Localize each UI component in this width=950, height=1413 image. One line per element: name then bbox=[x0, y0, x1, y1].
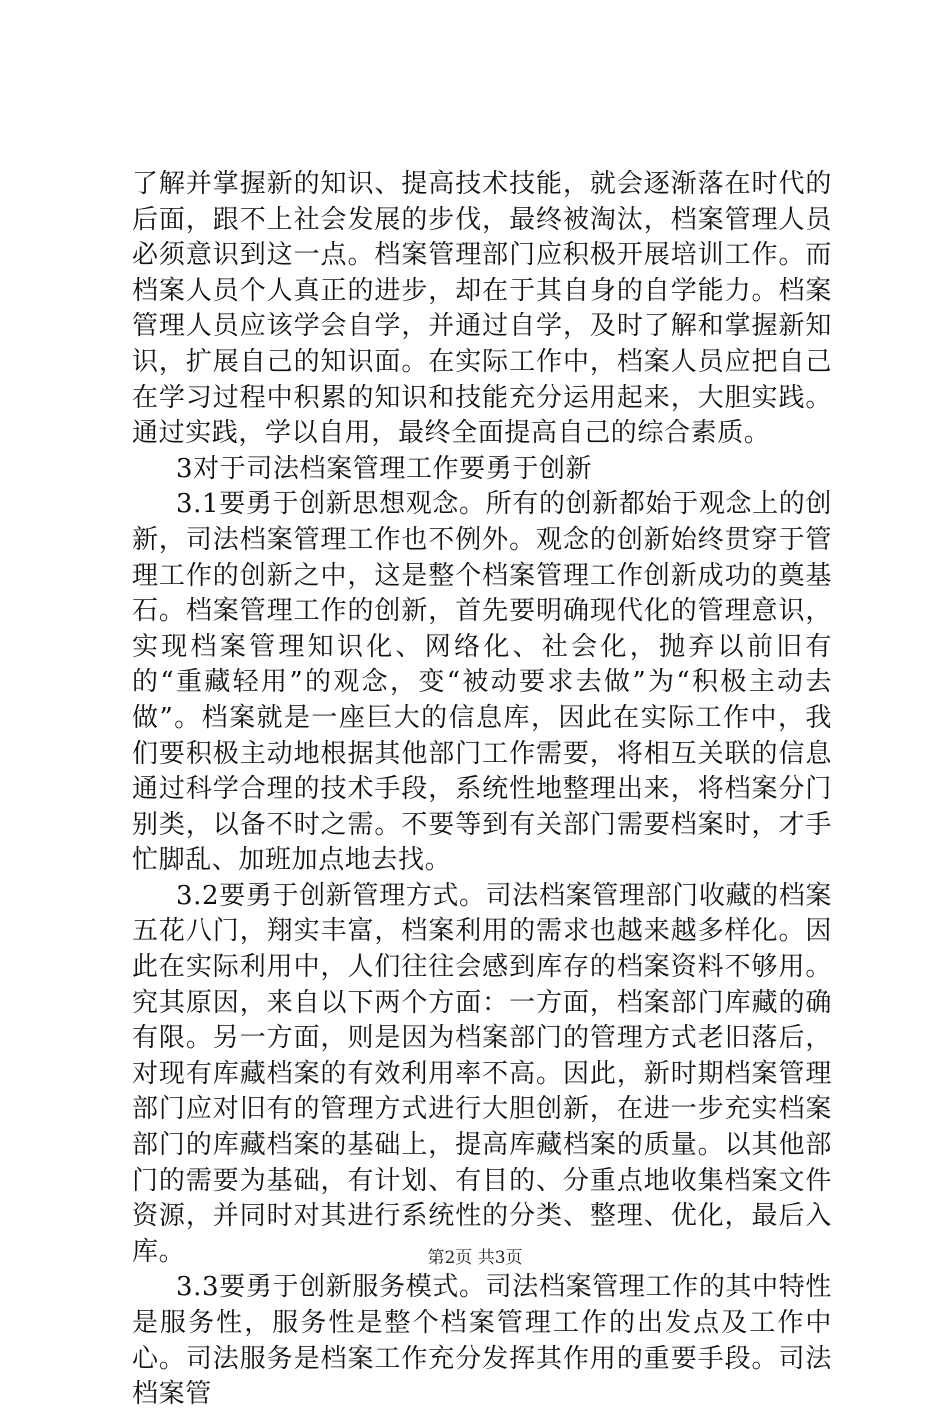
paragraph-3-1: 3.1要勇于创新思想观念。所有的创新都始于观念上的创新，司法档案管理工作也不例外。观念的创新始终贯穿于管理工作的创新之中，这是整个档案管理工作创新成功的奠基石。档案管理工作的创新，首先要明确现代化的管理意识，实现档案管理知识化、网络化、社会化，抛弃以前旧有的“重藏轻用”的观念，变“被动要求去做”为“积极主动去做”。档案就是一座巨大的信息库，因此在实际工作中，我们要积极主动地根据其他部门工作需要，将相互关联的信息通过科学合理的技术手段，系统性地整理出来，将档案分门别类，以备不时之需。不要等到有关部门需要档案时，才手忙脚乱、加班加点地去找。 bbox=[132, 489, 832, 876]
paragraph-3-3: 3.3要勇于创新服务模式。司法档案管理工作的其中特性是服务性，服务性是整个档案管理工作的出发点及工作中心。司法服务是档案工作充分发挥其作用的重要手段。司法档案管 bbox=[132, 1272, 832, 1410]
document-body bbox=[132, 167, 832, 1413]
paragraph-continuation: 了解并掌握新的知识、提高技术技能，就会逐渐落在时代的后面，跟不上社会发展的步伐，最终被淘汰，档案管理人员必须意识到这一点。档案管理部门应积极开展培训工作。而档案人员个人真正的进步，却在于其自身的自学能力。档案管理人员应该学会自学，并通过自学，及时了解和掌握新知识，扩展自己的知识面。在实际工作中，档案人员应把自己在学习过程中积累的知识和技能充分运用起来，大胆实践。通过实践，学以自用，最终全面提高自己的综合素质。 bbox=[132, 169, 832, 449]
page-number-footer: 第2页 共3页 bbox=[427, 1248, 523, 1268]
section-heading: 3对于司法档案管理工作要勇于创新 bbox=[176, 453, 593, 484]
paragraph-3-2: 3.2要勇于创新管理方式。司法档案管理部门收藏的档案五花八门，翔实丰富，档案利用的需求也越来越多样化。因此在实际利用中，人们往往会感到库存的档案资料不够用。究其原因，来自以下两个方面：一方面，档案部门库藏的确有限。另一方面，则是因为档案部门的管理方式老旧落后，对现有库藏档案的有效利用率不高。因此，新时期档案管理部门应对旧有的管理方式进行大胆创新，在进一步充实档案部门的库藏档案的基础上，提高库藏档案的质量。以其他部门的需要为基础，有计划、有目的、分重点地收集档案文件资源，并同时对其进行系统性的分类、整理、优化，最后入库。 bbox=[132, 880, 832, 1267]
